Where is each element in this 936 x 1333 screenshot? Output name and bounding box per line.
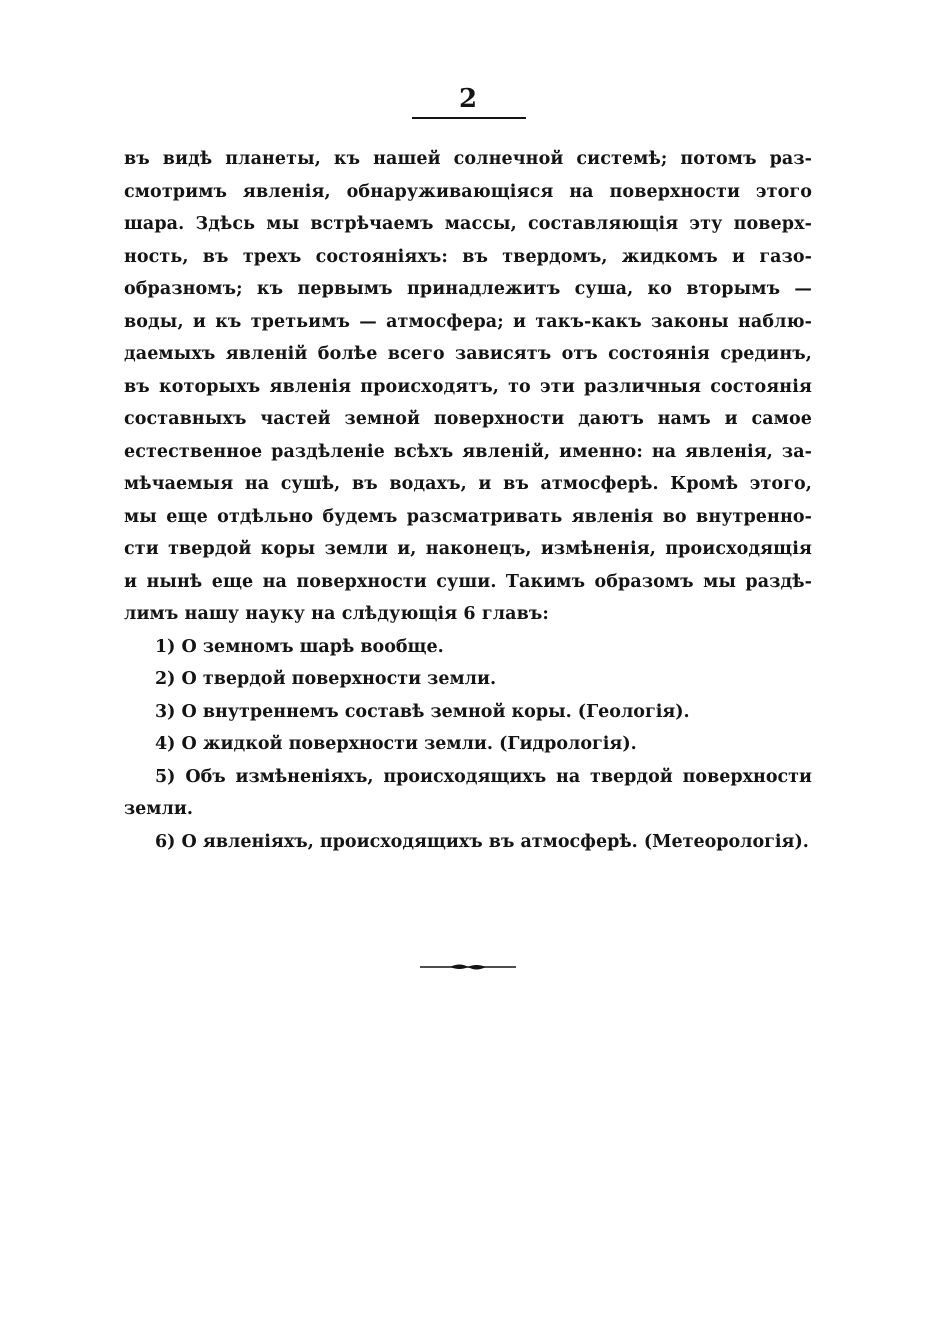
text-line: составныхъ частей земной поверхности даютъ намъ и самое — [124, 409, 812, 429]
text-line: воды, и къ третьимъ — атмосфера; и такъ-какъ законы наблю- — [124, 311, 812, 332]
text-line: лимъ нашу науку на слѣдующія 6 главъ: — [124, 604, 549, 624]
chapter-item: 4) О жидкой поверхности земли. (Гидрологія). — [155, 734, 637, 754]
chapter-item: 5) Объ измѣненіяхъ, происходящихъ на твердой поверхности — [155, 766, 812, 787]
text-line: шара. Здѣсь мы встрѣчаемъ массы, составляющія эту поверх- — [124, 214, 812, 234]
text-line: въ которыхъ явленія происходятъ, то эти различныя состоянія — [124, 376, 812, 397]
ornament-divider — [420, 960, 516, 974]
chapter-item: 2) О твердой поверхности земли. — [155, 669, 497, 689]
text-line: образномъ; къ первымъ принадлежитъ суша, ко вторымъ — — [124, 279, 812, 299]
text-line: въ видѣ планеты, къ нашей солнечной системѣ; потомъ раз- — [124, 149, 812, 169]
text-line: мѣчаемыя на сушѣ, въ водахъ, и въ атмосферѣ. Кромѣ этого, — [124, 474, 812, 494]
chapter-item: 1) О земномъ шарѣ вообще. — [155, 636, 444, 657]
text-line: сти твердой коры земли и, наконецъ, измѣненія, происходящія — [124, 539, 812, 559]
chapter-item: 6) О явленіяхъ, происходящихъ въ атмосферѣ. (Метеорологія). — [155, 831, 809, 852]
chapter-item-continuation: земли. — [124, 799, 193, 819]
page-number: 2 — [458, 84, 478, 114]
main-text — [124, 143, 812, 858]
text-line: смотримъ явленія, обнаруживающіяся на поверхности этого — [124, 181, 812, 202]
text-line: даемыхъ явленій болѣе всего зависятъ отъ состоянія срединъ, — [124, 344, 812, 364]
chapter-list — [124, 631, 812, 859]
text-line: мы еще отдѣльно будемъ разсматривать явленія во внутренно- — [124, 506, 812, 527]
text-line: естественное раздѣленіе всѣхъ явленій, именно: на явленія, за- — [124, 441, 812, 462]
chapter-item: 3) О внутреннемъ составѣ земной коры. (Геологія). — [155, 701, 690, 722]
header-rule — [412, 117, 526, 119]
text-line: и нынѣ еще на поверхности суши. Такимъ образомъ мы раздѣ- — [124, 571, 812, 592]
text-line: ность, въ трехъ состояніяхъ: въ твердомъ, жидкомъ и газо- — [124, 246, 812, 267]
